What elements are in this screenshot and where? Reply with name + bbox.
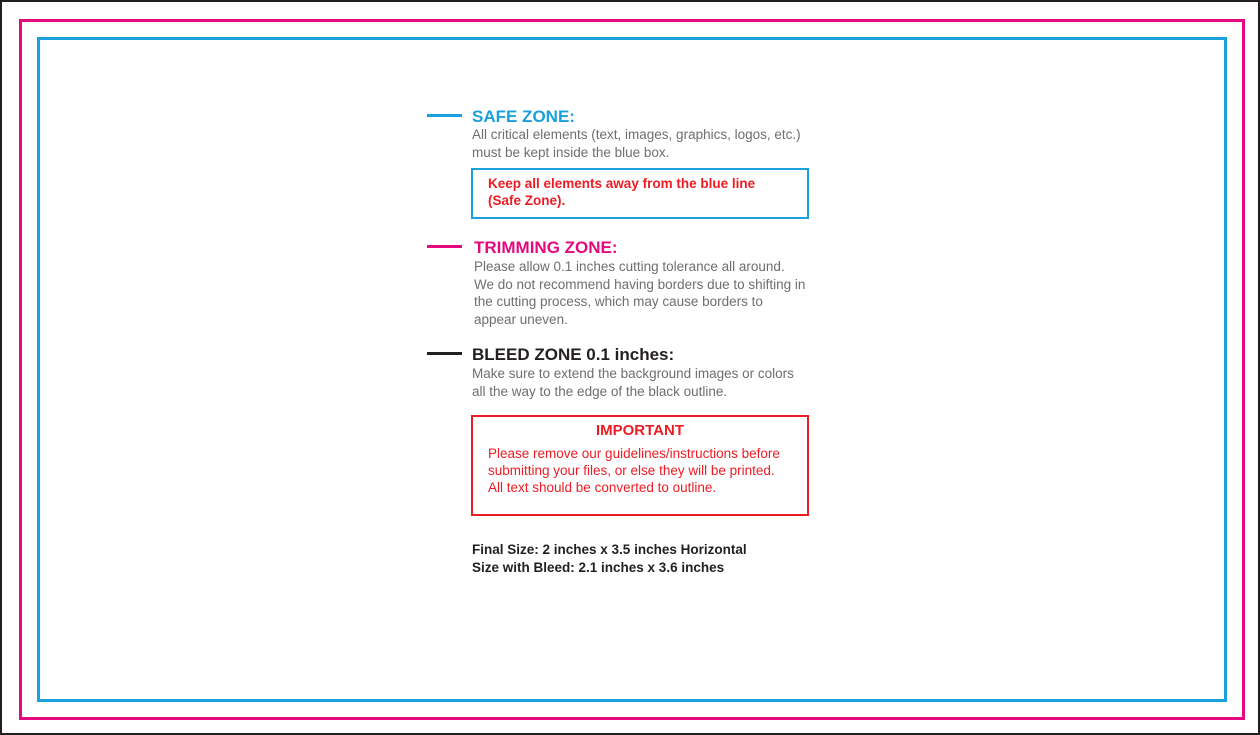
size-info xyxy=(472,541,747,576)
bleed-zone-description-line: Make sure to extend the background images or colors xyxy=(472,366,794,381)
safe-zone-marker xyxy=(427,114,462,117)
trimming-zone-description-line: We do not recommend having borders due to shifting in xyxy=(474,276,806,292)
safe-zone-description-line: must be kept inside the blue box. xyxy=(472,144,670,160)
bleed-zone-title: BLEED ZONE 0.1 inches: xyxy=(472,345,675,364)
safe-zone-note-box xyxy=(471,168,809,219)
trimming-zone-description xyxy=(474,258,805,328)
bleed-zone-description-line: all the way to the edge of the black outline. xyxy=(472,383,728,399)
size-with-bleed-text: Size with Bleed: 2.1 inches x 3.6 inches xyxy=(472,559,725,575)
safe-zone-note-line: (Safe Zone). xyxy=(488,193,566,208)
important-line: Please remove our guidelines/instructions before xyxy=(488,446,780,461)
safe-zone-description-line: All critical elements (text, images, graphics, logos, etc.) xyxy=(472,127,801,142)
bleed-zone-marker xyxy=(427,352,462,355)
important-line: submitting your files, or else they will be printed. xyxy=(488,463,775,478)
safe-zone-title: SAFE ZONE: xyxy=(472,107,575,126)
trimming-zone-description-line: Please allow 0.1 inches cutting tolerance all around. xyxy=(474,259,785,274)
trimming-zone-title: TRIMMING ZONE: xyxy=(474,238,618,257)
safe-zone-note-line: Keep all elements away from the blue line xyxy=(488,176,756,191)
important-box xyxy=(471,415,809,516)
safe-zone-description xyxy=(472,126,801,161)
trimming-zone-description-line: the cutting process, which may cause borders to xyxy=(474,294,763,309)
trimming-zone-description-line: appear uneven. xyxy=(474,311,568,327)
important-line: All text should be converted to outline. xyxy=(488,480,717,495)
bleed-zone-description xyxy=(472,365,794,400)
final-size-text: Final Size: 2 inches x 3.5 inches Horizontal xyxy=(472,542,747,557)
important-body xyxy=(488,445,780,496)
important-title: IMPORTANT xyxy=(595,422,685,439)
trimming-zone-marker xyxy=(427,245,462,248)
